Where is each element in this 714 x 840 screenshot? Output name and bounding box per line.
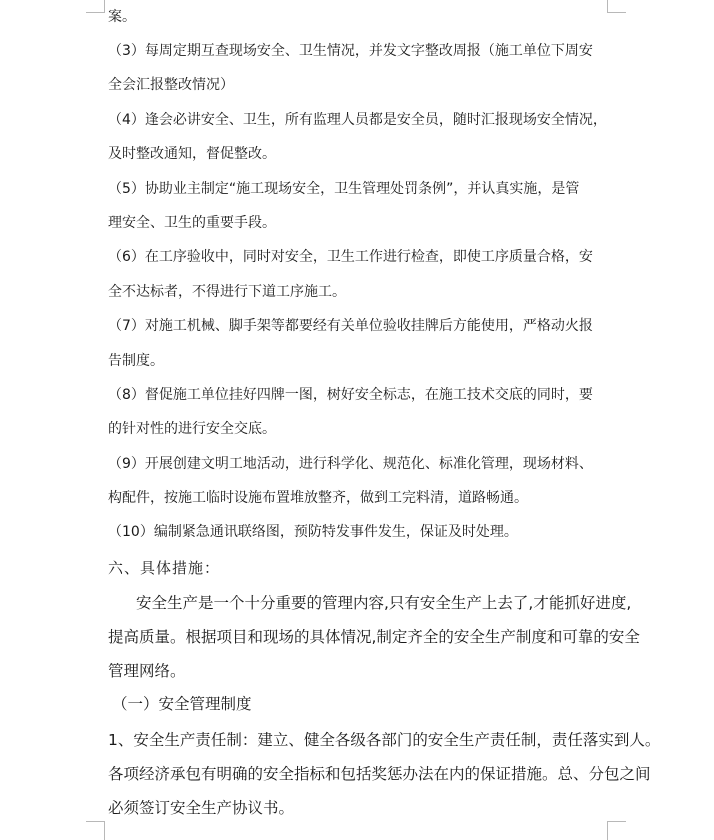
text-line: 及时整改通知，督促整改。 xyxy=(108,146,276,162)
text-line: 的针对性的进行安全交底。 xyxy=(108,421,276,437)
text-line: 全不达标者，不得进行下道工序施工。 xyxy=(108,284,346,300)
text-line: （10）编制紧急通讯联络图，预防特发事件发生，保证及时处理。 xyxy=(108,524,518,540)
text-line: 理安全、卫生的重要手段。 xyxy=(108,215,276,231)
text-line: 全会汇报整改情况） xyxy=(108,77,234,93)
crop-mark-top-left xyxy=(86,0,105,13)
rule-line: 必须签订安全生产协议书。 xyxy=(108,799,295,817)
intro-line: 安全生产是一个十分重要的管理内容,只有安全生产上去了,才能抓好进度, xyxy=(136,594,632,612)
text-line: 案。 xyxy=(108,9,136,25)
text-line: （5）协助业主制定“施工现场安全，卫生管理处罚条例”，并认真实施，是管 xyxy=(108,181,580,197)
text-line: （9）开展创建文明工地活动，进行科学化、规范化、标准化管理，现场材料、 xyxy=(108,456,593,472)
crop-mark-bottom-right xyxy=(607,821,626,840)
text-line: （8）督促施工单位挂好四牌一图，树好安全标志，在施工技术交底的同时，要 xyxy=(108,387,593,403)
intro-line: 管理网络。 xyxy=(108,662,186,680)
crop-mark-top-right xyxy=(607,0,626,13)
rule-line: 各项经济承包有明确的安全指标和包括奖惩办法在内的保证措施。总、分包之间 xyxy=(108,765,651,783)
section-heading: 六、具体措施： xyxy=(108,559,221,577)
text-line: （7）对施工机械、脚手架等都要经有关单位验收挂牌后方能使用，严格动火报 xyxy=(108,318,593,334)
intro-line: 提高质量。根据项目和现场的具体情况,制定齐全的安全生产制度和可靠的安全 xyxy=(108,628,640,646)
subsection-heading: （一）安全管理制度 xyxy=(112,695,252,713)
text-line: （4）逢会必讲安全、卫生，所有监理人员都是安全员，随时汇报现场安全情况， xyxy=(108,112,607,128)
text-line: （3）每周定期互查现场安全、卫生情况，并发文字整改周报（施工单位下周安 xyxy=(108,43,593,59)
text-line: 告制度。 xyxy=(108,353,164,369)
text-line: （6）在工序验收中，同时对安全，卫生工作进行检查，即使工序质量合格，安 xyxy=(108,249,593,265)
crop-mark-bottom-left xyxy=(86,821,105,840)
text-line: 构配件，按施工临时设施布置堆放整齐，做到工完料清，道路畅通。 xyxy=(108,490,528,506)
rule-line: 1、安全生产责任制：建立、健全各级各部门的安全生产责任制，责任落实到人。 xyxy=(108,731,661,749)
